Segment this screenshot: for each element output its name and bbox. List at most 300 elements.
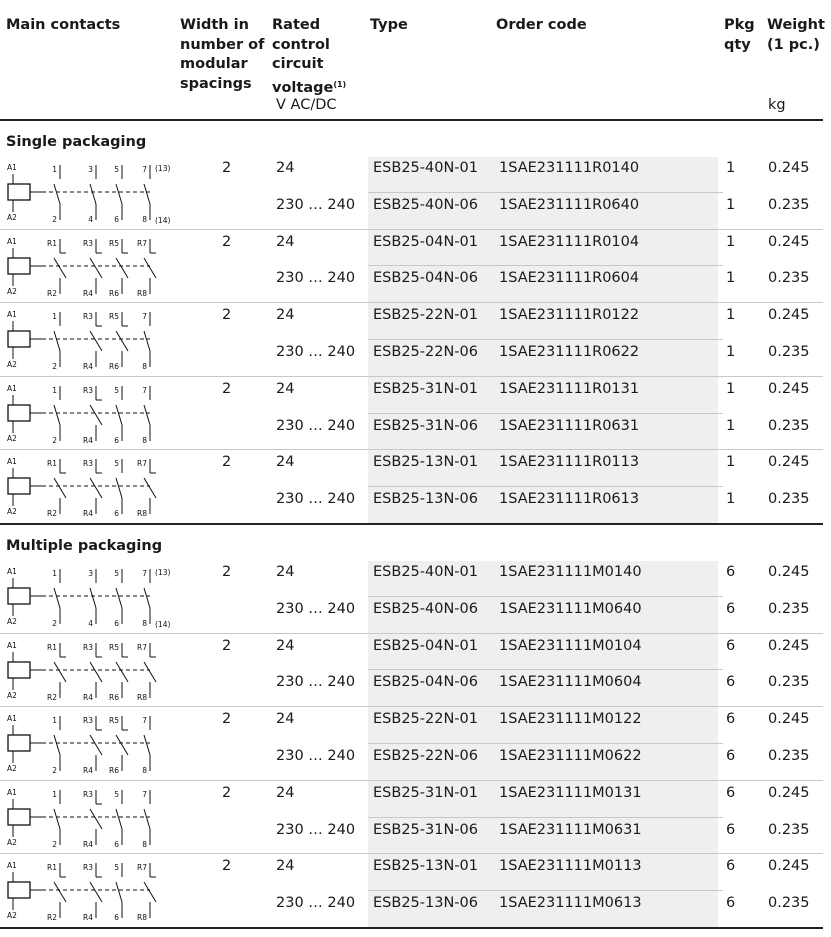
type-cell: ESB25-40N-06 — [373, 196, 478, 213]
contact-blade-3 — [116, 735, 128, 755]
voltage-cell: 24 — [276, 711, 295, 728]
contact-bottom-label: 8 — [142, 362, 147, 372]
contact-top-label: 7 — [142, 569, 147, 578]
pkg-qty-cell: 6 — [726, 895, 736, 912]
contact-bottom-label: R8 — [137, 913, 147, 923]
order-code-cell: 1SAE231111R0631 — [499, 417, 640, 434]
contact-bottom-label: R4 — [83, 839, 93, 849]
header-main-contacts: Main contacts — [6, 17, 121, 33]
coil-box — [8, 478, 30, 494]
contact-blade-1 — [54, 588, 60, 608]
unit-voltage: V AC/DC — [276, 97, 337, 113]
contact-diagram — [4, 785, 174, 849]
contact-top-label: R7 — [137, 863, 147, 873]
contact-top-label: R7 — [137, 238, 147, 248]
weight-cell: 0.245 — [768, 784, 810, 801]
contact-bottom-label: R8 — [137, 509, 147, 519]
voltage-cell: 230 … 240 — [276, 344, 356, 360]
row-divider — [368, 596, 723, 597]
voltage-cell: 230 … 240 — [276, 821, 356, 838]
order-code-cell: 1SAE231111M0104 — [499, 637, 642, 654]
contact-top-label: R3 — [83, 385, 93, 395]
contact-bottom-label: 8 — [142, 215, 147, 224]
pkg-qty-cell: 1 — [726, 344, 736, 360]
group-divider — [0, 376, 823, 377]
aux-bottom-label: (14) — [155, 216, 171, 224]
contact-bottom-label: R8 — [137, 692, 147, 702]
order-code-cell: 1SAE231111R0131 — [499, 380, 640, 397]
pkg-qty-cell: 6 — [726, 784, 736, 801]
contact-top-label: 1 — [52, 789, 57, 799]
type-cell: ESB25-40N-01 — [373, 564, 478, 580]
contact-blade-1 — [54, 478, 66, 498]
type-cell: ESB25-13N-01 — [373, 454, 478, 471]
weight-cell: 0.235 — [768, 270, 810, 287]
voltage-cell: 24 — [276, 564, 295, 580]
type-cell: ESB25-22N-06 — [373, 748, 478, 764]
width-spacings: 2 — [222, 380, 232, 397]
width-spacings: 2 — [222, 784, 232, 801]
contact-blade-1 — [54, 882, 66, 902]
type-cell: ESB25-31N-01 — [373, 784, 478, 801]
pkg-qty-cell: 6 — [726, 637, 736, 654]
contact-bottom-label: R2 — [47, 692, 57, 702]
section-bottom-rule — [0, 523, 823, 525]
order-code-cell: 1SAE231111M0640 — [499, 600, 642, 617]
unit-weight: kg — [768, 97, 786, 113]
row-divider — [368, 669, 723, 670]
width-spacings: 2 — [222, 307, 232, 324]
contact-bottom-label: 6 — [114, 839, 119, 849]
row-divider — [368, 192, 723, 193]
coil-top-label: A1 — [7, 163, 17, 172]
contact-top-label: 1 — [52, 385, 57, 395]
contact-diagram — [4, 454, 174, 518]
voltage-cell: 24 — [276, 160, 295, 176]
contact-bottom-label: R6 — [109, 288, 119, 298]
type-cell: ESB25-04N-06 — [373, 674, 478, 691]
coil-bottom-label: A2 — [7, 690, 17, 700]
group-divider — [0, 853, 823, 854]
pkg-qty-cell: 6 — [726, 711, 736, 728]
contact-bottom-label: 2 — [52, 215, 57, 224]
contact-top-label: R5 — [109, 716, 119, 726]
contact-top-label: R5 — [109, 642, 119, 652]
weight-cell: 0.245 — [768, 858, 810, 875]
contact-bottom-label: 6 — [114, 509, 119, 519]
contact-blade-2 — [90, 478, 102, 498]
contact-blade-1 — [54, 405, 60, 425]
contact-top-label: 5 — [114, 789, 119, 799]
contact-bottom-label: R4 — [83, 766, 93, 776]
header-rated-voltage: Rated control circuit voltage$^{(1)}$ — [272, 17, 347, 96]
voltage-cell: 24 — [276, 380, 295, 397]
type-cell: ESB25-22N-01 — [373, 711, 478, 728]
contact-blade-2 — [90, 258, 102, 278]
pkg-qty-cell: 6 — [726, 674, 736, 691]
pkg-qty-cell: 6 — [726, 821, 736, 838]
coil-top-label: A1 — [7, 236, 17, 246]
coil-bottom-label: A2 — [7, 507, 17, 517]
contact-diagram — [4, 564, 174, 628]
order-code-cell: 1SAE231111R0604 — [499, 270, 640, 287]
contact-diagram — [4, 307, 174, 371]
contact-bottom-label: 8 — [142, 435, 147, 445]
type-cell: ESB25-31N-06 — [373, 821, 478, 838]
coil-box — [8, 809, 30, 825]
voltage-cell: 230 … 240 — [276, 748, 356, 764]
pkg-qty-cell: 6 — [726, 748, 736, 764]
contact-bottom-label: 8 — [142, 839, 147, 849]
order-code-cell: 1SAE231111R0622 — [499, 344, 640, 360]
contact-blade-4 — [144, 588, 150, 608]
footnote-marker: (1) — [333, 79, 347, 89]
contact-blade-3 — [116, 662, 128, 682]
coil-top-label: A1 — [7, 567, 17, 576]
voltage-cell: 230 … 240 — [276, 895, 356, 912]
weight-cell: 0.245 — [768, 233, 810, 250]
row-divider — [368, 265, 723, 266]
contact-blade-3 — [116, 184, 122, 204]
group-divider — [0, 302, 823, 303]
contact-top-label: 1 — [52, 312, 57, 322]
contact-top-label: R3 — [83, 642, 93, 652]
coil-top-label: A1 — [7, 640, 17, 650]
weight-cell: 0.235 — [768, 821, 810, 838]
voltage-cell: 230 … 240 — [276, 674, 356, 691]
contact-top-label: 3 — [88, 569, 93, 578]
voltage-cell: 230 … 240 — [276, 270, 356, 287]
coil-bottom-label: A2 — [7, 837, 17, 847]
coil-bottom-label: A2 — [7, 360, 17, 370]
contact-top-label: R5 — [109, 312, 119, 322]
coil-bottom-label: A2 — [7, 433, 17, 443]
pkg-qty-cell: 1 — [726, 196, 736, 213]
pkg-qty-cell: 1 — [726, 491, 736, 508]
contact-bottom-label: R4 — [83, 362, 93, 372]
weight-cell: 0.245 — [768, 160, 810, 176]
aux-bottom-label: (14) — [155, 620, 171, 628]
weight-cell: 0.245 — [768, 307, 810, 324]
group-divider — [0, 633, 823, 634]
pkg-qty-cell: 1 — [726, 233, 736, 250]
pkg-qty-cell: 1 — [726, 270, 736, 287]
order-code-cell: 1SAE231111R0104 — [499, 233, 640, 250]
contact-bottom-label: 6 — [114, 215, 119, 224]
coil-box — [8, 184, 30, 200]
type-cell: ESB25-13N-01 — [373, 858, 478, 875]
contact-top-label: 1 — [52, 569, 57, 578]
weight-cell: 0.245 — [768, 711, 810, 728]
contact-blade-1 — [54, 809, 60, 829]
contact-diagram — [4, 234, 174, 298]
contact-blade-3 — [116, 258, 128, 278]
order-code-cell: 1SAE231111M0604 — [499, 674, 642, 691]
order-code-cell: 1SAE231111R0113 — [499, 454, 640, 471]
contact-blade-3 — [116, 331, 128, 351]
contact-blade-2 — [90, 184, 96, 204]
contact-blade-3 — [116, 588, 122, 608]
row-divider — [368, 817, 723, 818]
order-code-cell: 1SAE231111M0622 — [499, 748, 642, 764]
section-title: Single packaging — [6, 134, 147, 150]
contact-blade-1 — [54, 662, 66, 682]
type-cell: ESB25-22N-01 — [373, 307, 478, 324]
contact-diagram — [4, 858, 174, 922]
width-spacings: 2 — [222, 637, 232, 654]
pkg-qty-cell: 1 — [726, 417, 736, 434]
contact-top-label: R7 — [137, 642, 147, 652]
weight-cell: 0.245 — [768, 564, 810, 580]
contact-blade-2 — [90, 882, 102, 902]
width-spacings: 2 — [222, 564, 232, 580]
group-divider — [0, 449, 823, 450]
contact-top-label: 5 — [114, 385, 119, 395]
type-cell: ESB25-04N-01 — [373, 233, 478, 250]
contact-top-label: 7 — [142, 385, 147, 395]
contact-blade-4 — [144, 809, 150, 829]
contact-top-label: 5 — [114, 863, 119, 873]
weight-cell: 0.245 — [768, 380, 810, 397]
contact-bottom-label: 2 — [52, 362, 57, 372]
contact-top-label: R5 — [109, 238, 119, 248]
contact-top-label: R1 — [47, 238, 57, 248]
pkg-qty-cell: 1 — [726, 307, 736, 324]
contact-bottom-label: 2 — [52, 839, 57, 849]
order-code-cell: 1SAE231111M0140 — [499, 564, 642, 580]
coil-top-label: A1 — [7, 861, 17, 871]
weight-cell: 0.235 — [768, 748, 810, 764]
coil-box — [8, 882, 30, 898]
pkg-qty-cell: 1 — [726, 160, 736, 176]
contact-diagram — [4, 381, 174, 445]
coil-bottom-label: A2 — [7, 286, 17, 296]
weight-cell: 0.235 — [768, 600, 810, 617]
coil-top-label: A1 — [7, 383, 17, 393]
contact-top-label: R1 — [47, 863, 57, 873]
aux-top-label: (13) — [155, 568, 171, 577]
group-divider — [0, 780, 823, 781]
voltage-cell: 230 … 240 — [276, 417, 356, 434]
aux-top-label: (13) — [155, 164, 171, 173]
width-spacings: 2 — [222, 454, 232, 471]
header-width: Width in number of modular spacings — [180, 17, 265, 92]
contact-bottom-label: R2 — [47, 509, 57, 519]
order-code-cell: 1SAE231111R0613 — [499, 491, 640, 508]
coil-top-label: A1 — [7, 787, 17, 797]
coil-bottom-label: A2 — [7, 617, 17, 626]
coil-bottom-label: A2 — [7, 911, 17, 921]
contact-top-label: 5 — [114, 459, 119, 469]
contact-top-label: R1 — [47, 459, 57, 469]
contact-blade-3 — [116, 478, 122, 498]
contact-bottom-label: 2 — [52, 766, 57, 776]
contact-blade-2 — [90, 331, 102, 351]
weight-cell: 0.235 — [768, 674, 810, 691]
weight-cell: 0.235 — [768, 491, 810, 508]
order-code-cell: 1SAE231111R0140 — [499, 160, 640, 176]
order-code-cell: 1SAE231111R0640 — [499, 196, 640, 213]
contact-blade-4 — [144, 184, 150, 204]
coil-box — [8, 258, 30, 274]
order-code-cell: 1SAE231111M0131 — [499, 784, 642, 801]
contact-bottom-label: 4 — [88, 619, 93, 628]
contact-bottom-label: R6 — [109, 766, 119, 776]
contact-blade-4 — [144, 735, 150, 755]
contact-blade-4 — [144, 662, 156, 682]
contact-diagram — [4, 160, 174, 224]
contact-blade-3 — [116, 809, 122, 829]
header-order-code: Order code — [496, 17, 587, 33]
contact-diagram — [4, 711, 174, 775]
coil-top-label: A1 — [7, 714, 17, 724]
row-divider — [368, 890, 723, 891]
weight-cell: 0.235 — [768, 895, 810, 912]
width-spacings: 2 — [222, 233, 232, 250]
contact-blade-3 — [116, 405, 122, 425]
contact-bottom-label: R8 — [137, 288, 147, 298]
type-cell: ESB25-40N-06 — [373, 600, 478, 617]
type-cell: ESB25-13N-06 — [373, 491, 478, 508]
contact-top-label: R3 — [83, 716, 93, 726]
voltage-cell: 24 — [276, 233, 295, 250]
contact-top-label: 3 — [88, 165, 93, 174]
contact-top-label: 7 — [142, 312, 147, 322]
pkg-qty-cell: 6 — [726, 858, 736, 875]
group-divider — [0, 229, 823, 230]
contact-top-label: R3 — [83, 789, 93, 799]
type-cell: ESB25-04N-06 — [373, 270, 478, 287]
row-divider — [368, 486, 723, 487]
order-code-cell: 1SAE231111M0613 — [499, 895, 642, 912]
type-cell: ESB25-40N-01 — [373, 160, 478, 176]
contact-top-label: R3 — [83, 863, 93, 873]
contact-blade-4 — [144, 405, 150, 425]
pkg-qty-cell: 6 — [726, 600, 736, 617]
voltage-cell: 24 — [276, 784, 295, 801]
weight-cell: 0.235 — [768, 417, 810, 434]
header-pkg-qty: Pkg qty — [724, 17, 755, 53]
contact-blade-2 — [90, 809, 102, 829]
coil-bottom-label: A2 — [7, 213, 17, 222]
contact-top-label: 7 — [142, 716, 147, 726]
pkg-qty-cell: 1 — [726, 454, 736, 471]
type-cell: ESB25-13N-06 — [373, 895, 478, 912]
contact-blade-2 — [90, 405, 102, 425]
row-divider — [368, 413, 723, 414]
weight-cell: 0.235 — [768, 196, 810, 213]
voltage-cell: 230 … 240 — [276, 491, 356, 508]
contact-top-label: R3 — [83, 312, 93, 322]
voltage-cell: 24 — [276, 307, 295, 324]
coil-box — [8, 405, 30, 421]
width-spacings: 2 — [222, 160, 232, 176]
contact-bottom-label: R2 — [47, 913, 57, 923]
weight-cell: 0.245 — [768, 637, 810, 654]
contact-blade-4 — [144, 258, 156, 278]
contact-bottom-label: R4 — [83, 288, 93, 298]
order-code-cell: 1SAE231111M0122 — [499, 711, 642, 728]
coil-box — [8, 331, 30, 347]
contact-top-label: 7 — [142, 789, 147, 799]
contact-top-label: R7 — [137, 459, 147, 469]
contact-blade-1 — [54, 331, 60, 351]
contact-top-label: R1 — [47, 642, 57, 652]
contact-blade-1 — [54, 184, 60, 204]
coil-box — [8, 588, 30, 604]
contact-top-label: 1 — [52, 165, 57, 174]
group-divider — [0, 706, 823, 707]
contact-top-label: R3 — [83, 238, 93, 248]
coil-box — [8, 662, 30, 678]
width-spacings: 2 — [222, 858, 232, 875]
type-cell: ESB25-31N-01 — [373, 380, 478, 397]
header-rule — [0, 119, 823, 121]
header-weight: Weight (1 pc.) — [767, 17, 825, 53]
order-code-cell: 1SAE231111M0113 — [499, 858, 642, 875]
voltage-cell: 24 — [276, 454, 295, 471]
coil-bottom-label: A2 — [7, 764, 17, 774]
pkg-qty-cell: 6 — [726, 564, 736, 580]
voltage-cell: 24 — [276, 858, 295, 875]
contact-blade-2 — [90, 662, 102, 682]
type-cell: ESB25-31N-06 — [373, 417, 478, 434]
contact-blade-2 — [90, 735, 102, 755]
contact-bottom-label: R6 — [109, 692, 119, 702]
contact-bottom-label: R4 — [83, 692, 93, 702]
contact-bottom-label: R4 — [83, 435, 93, 445]
contact-bottom-label: 8 — [142, 619, 147, 628]
contact-blade-1 — [54, 258, 66, 278]
contact-top-label: 5 — [114, 569, 119, 578]
contact-bottom-label: 6 — [114, 619, 119, 628]
voltage-cell: 230 … 240 — [276, 600, 356, 617]
type-cell: ESB25-22N-06 — [373, 344, 478, 360]
row-divider — [368, 339, 723, 340]
contact-top-label: 7 — [142, 165, 147, 174]
voltage-cell: 230 … 240 — [276, 196, 356, 213]
contact-bottom-label: 6 — [114, 435, 119, 445]
contact-top-label: R3 — [83, 459, 93, 469]
contact-blade-4 — [144, 882, 156, 902]
weight-cell: 0.235 — [768, 344, 810, 360]
contact-bottom-label: R2 — [47, 288, 57, 298]
contact-blade-2 — [90, 588, 96, 608]
contact-bottom-label: R6 — [109, 362, 119, 372]
contact-bottom-label: R4 — [83, 509, 93, 519]
contact-top-label: 5 — [114, 165, 119, 174]
order-code-cell: 1SAE231111R0122 — [499, 307, 640, 324]
contact-blade-4 — [144, 331, 150, 351]
contact-top-label: 1 — [52, 716, 57, 726]
voltage-cell: 24 — [276, 637, 295, 654]
type-cell: ESB25-04N-01 — [373, 637, 478, 654]
coil-top-label: A1 — [7, 310, 17, 320]
contact-bottom-label: 2 — [52, 435, 57, 445]
weight-cell: 0.245 — [768, 454, 810, 471]
contact-bottom-label: 8 — [142, 766, 147, 776]
contact-bottom-label: 2 — [52, 619, 57, 628]
section-bottom-rule — [0, 927, 823, 929]
contact-blade-1 — [54, 735, 60, 755]
contact-blade-3 — [116, 882, 122, 902]
order-code-cell: 1SAE231111M0631 — [499, 821, 642, 838]
contact-bottom-label: R4 — [83, 913, 93, 923]
contact-bottom-label: 4 — [88, 215, 93, 224]
contact-blade-4 — [144, 478, 156, 498]
coil-top-label: A1 — [7, 457, 17, 467]
section-title: Multiple packaging — [6, 538, 163, 554]
